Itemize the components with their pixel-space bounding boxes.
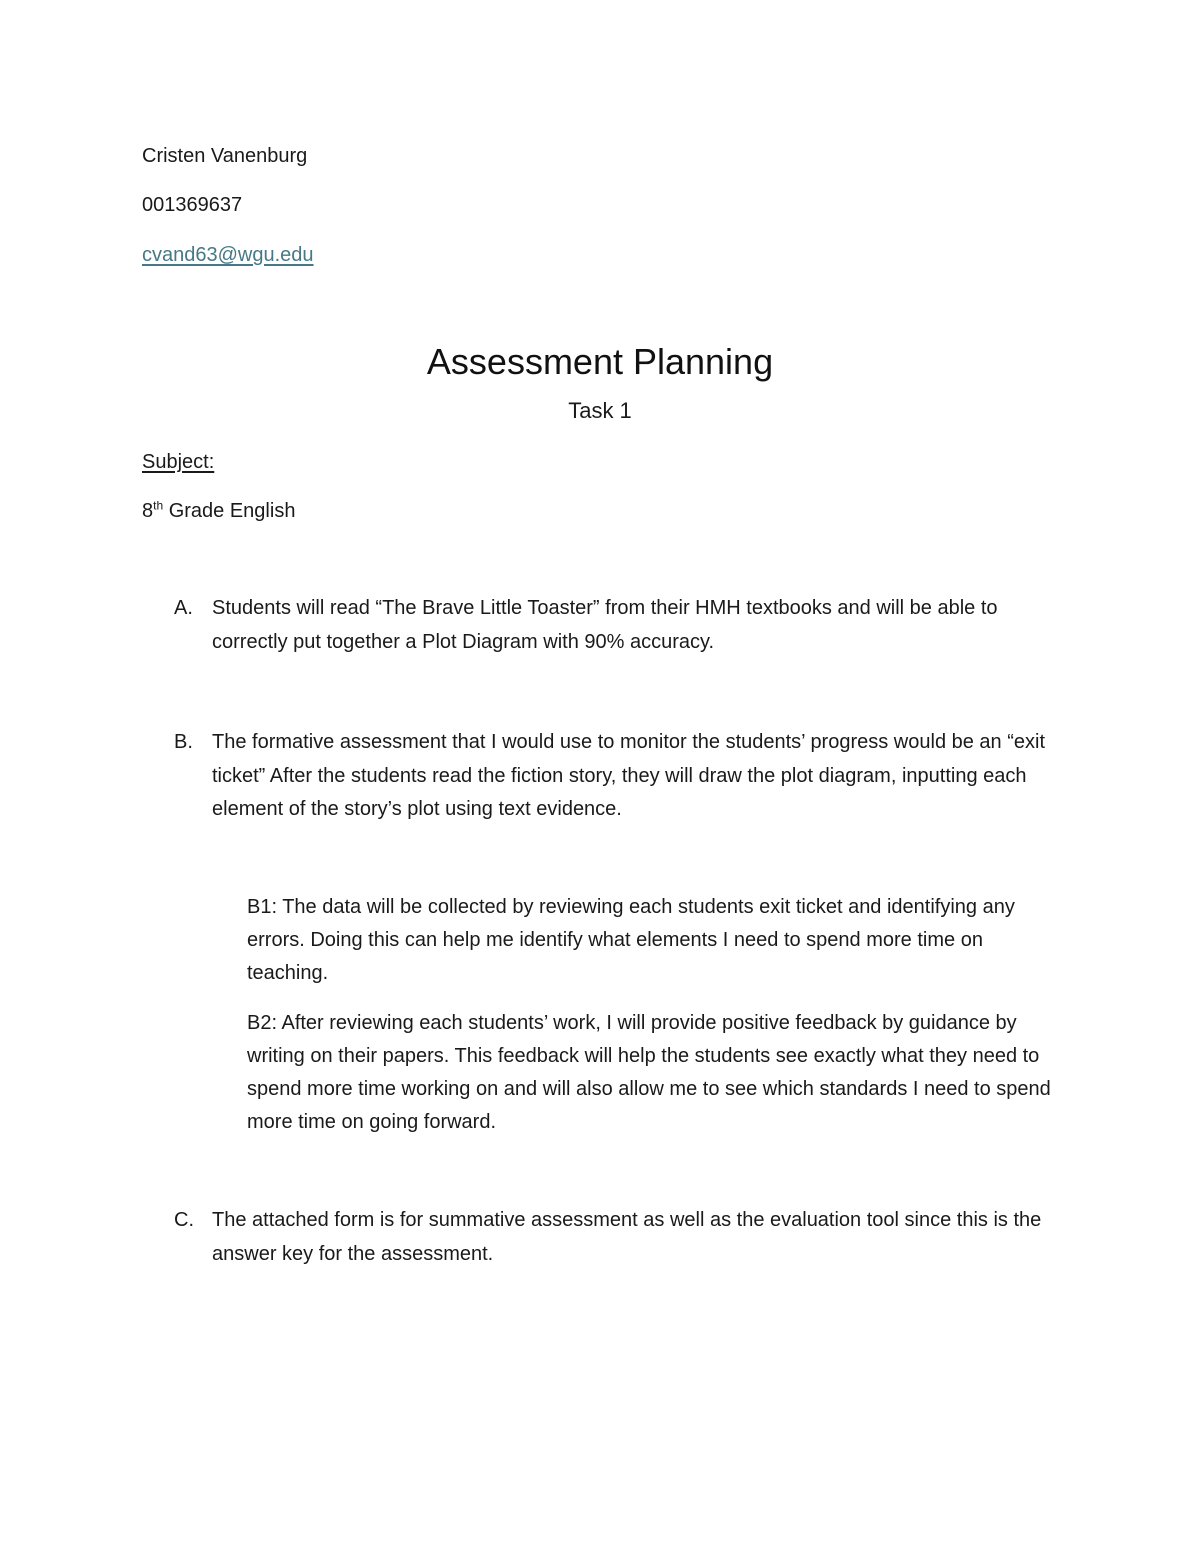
subject-label: Subject: xyxy=(142,451,215,473)
list-item-a xyxy=(174,592,1074,659)
list-item-b xyxy=(174,726,1074,827)
list-item-c xyxy=(174,1204,1074,1271)
student-id: 001369637 xyxy=(142,194,243,216)
list-marker: A. xyxy=(174,597,193,619)
document-subtitle: Task 1 xyxy=(568,398,632,423)
list-item-text: The formative assessment that I would use to monitor the students’ progress would be an “exit ticket” After the students read the fiction story, they will draw the plot diagram, inputting each element of the story’s plot using text evidence. xyxy=(212,731,1046,820)
list-marker: B. xyxy=(174,731,193,753)
list-item-text: Students will read “The Brave Little Toaster” from their HMH textbooks and will be able to correctly put together a Plot Diagram with 90% accuracy. xyxy=(212,597,998,653)
grade-rest: Grade English xyxy=(163,500,296,522)
subject-value xyxy=(142,499,295,523)
email-link[interactable]: cvand63@wgu.edu xyxy=(142,244,314,266)
list-marker: C. xyxy=(174,1209,194,1231)
sub-item-b1: B1: The data will be collected by reviewing each students exit ticket and identifying any errors. Doing this can help me identify what elements I need to spend more time on teaching. xyxy=(247,896,1015,984)
grade-number: 8 xyxy=(142,500,154,522)
author-name: Cristen Vanenburg xyxy=(142,145,308,167)
grade-suffix: th xyxy=(153,498,164,513)
list-item-text: The attached form is for summative assessment as well as the evaluation tool since this is the answer key for the assessment. xyxy=(212,1209,1042,1265)
sub-item-b2: B2: After reviewing each students’ work, I will provide positive feedback by guidance by writing on their papers. This feedback will help the students see exactly what they need to spend more time working on and will also allow me to see which standards I need to spend more time on going forward. xyxy=(247,1012,1051,1133)
document-title: Assessment Planning xyxy=(426,341,774,382)
